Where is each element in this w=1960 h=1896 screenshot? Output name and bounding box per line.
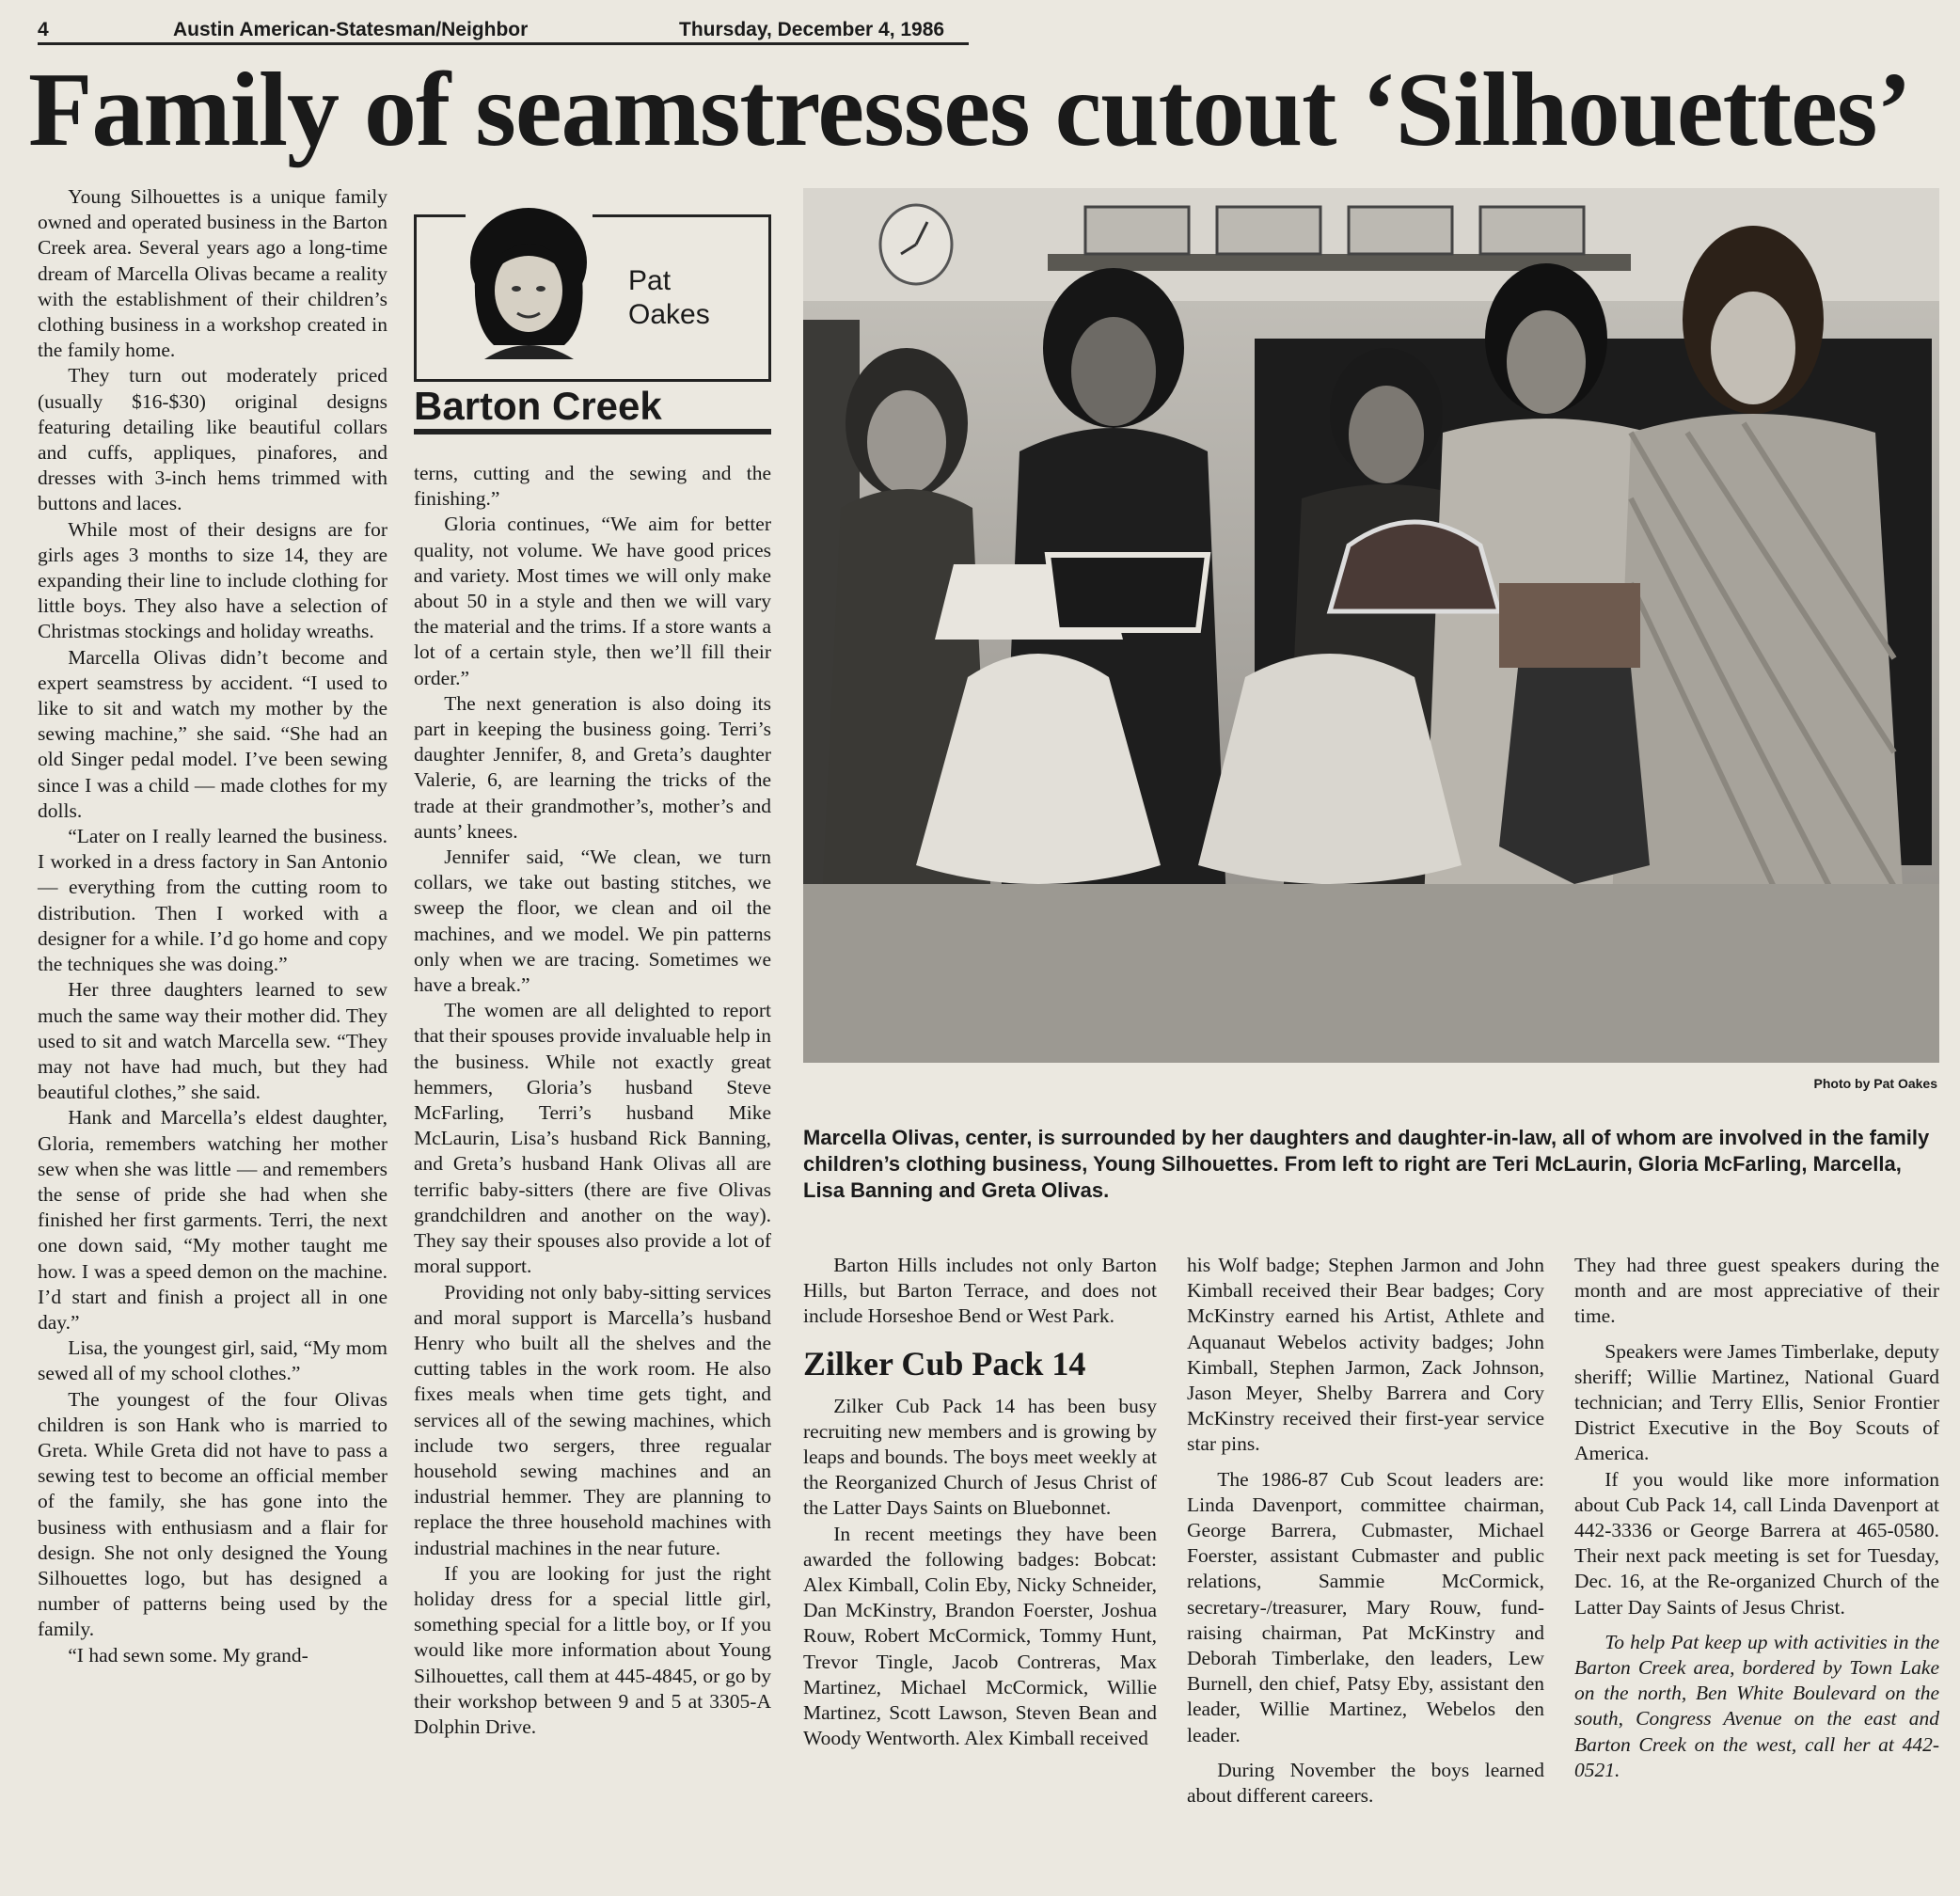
- paragraph: Marcella Olivas didn’t become and expert seamstress by accident. “I used to like to sit and watch my mother by the sewing machine,” she said. “She had an old Singer pedal model. I’ve been sewing since I was a child — made clothes for my dolls.: [38, 645, 387, 822]
- paragraph: terns, cutting and the sewing and the finishing.”: [414, 462, 771, 511]
- paragraph: Lisa, the youngest girl, said, “My mom sewed all of my school clothes.”: [38, 1336, 387, 1385]
- paragraph: The 1986-87 Cub Scout leaders are: Linda Davenport, committee chairman, George Barrera, Cubmaster, Michael Foerster, assistant Cubmaster and public relations, Sammie McCormick, secretary-/treasurer, Mary Rouw, fund-raising chairman, Pat McKinstry and Deborah Timberlake, den leaders, Lew Burnell, den chief, Patsy Eby, assistant den leader, Willie Martinez, Webelos den leader.: [1187, 1467, 1544, 1746]
- article-column-1: [38, 184, 387, 1668]
- masthead: [38, 13, 969, 45]
- paragraph: In recent meetings they have been awarded the following badges: Bobcat: Alex Kimball, Colin Eby, Nicky Schneider, Dan McKinstry, Brandon Foerster, Joshua Rouw, Robert McCormick, Tommy Hunt, Trevor Tingle, Jacob Contreras, Max Martinez, Michael McCormick, Willie Martinez, Scott Lawson, Steven Bean and Woody Wentworth. Alex Kimball received: [803, 1522, 1157, 1750]
- paragraph: Providing not only baby-sitting services and moral support is Marcella’s husband Henry who built all the shelves and the cutting tables in the work room. He also fixes meals when time gets tight, and services all of the sewing machines, which include two sergers, three regualar household sewing machines and an industrial hemmer. They are planning to replace the three household machines with industrial machines in the near future.: [414, 1280, 771, 1559]
- beat-divider: [414, 429, 771, 434]
- author-portrait: [466, 204, 593, 359]
- paragraph: “Later on I really learned the business. I worked in a dress factory in San Antonio — everything from the cutting room to distribution. Then I worked with a designer for a while. I’d go home and copy the techniques she was doing.”: [38, 825, 387, 976]
- paragraph: Young Silhouettes is a unique family owned and operated business in the Barton Creek area. Several years ago a long-time dream of Marcella Olivas became a reality with the establishment of their children’s clothing business in a workshop created in the family home.: [38, 185, 387, 362]
- article-column-4: [1187, 1253, 1544, 1809]
- photo-caption: Marcella Olivas, center, is surrounded by her daughters and daughter-in-law, all of whom are involved in the family children’s clothing business, Young Silhouettes. From left to right are Teri McLaurin, Gloria McFarling, Marcella, Lisa Banning and Greta Olivas.: [803, 1126, 1930, 1202]
- author-name: Pat Oakes: [628, 265, 710, 330]
- article-photo: [803, 188, 1939, 1063]
- paragraph: They had three guest speakers during the month and are most appreciative of their time.: [1574, 1254, 1939, 1328]
- article-column-3: [803, 1253, 1157, 1751]
- article-column-5: [1574, 1253, 1939, 1783]
- paragraph: Zilker Cub Pack 14 has been busy recruiting new members and is growing by leaps and bounds. The boys meet weekly at the Reorganized Church of Jesus Christ of the Latter Days Saints on Bluebonnet.: [803, 1394, 1157, 1520]
- article-column-2: [414, 461, 771, 1740]
- paragraph: Her three daughters learned to sew much the same way their mother did. They used to sit and watch Marcella sew. “They may not have had much, but they had beautiful clothes,” she said.: [38, 978, 387, 1104]
- paragraph: Barton Hills includes not only Barton Hills, but Barton Terrace, and does not include Horseshoe Bend or West Park.: [803, 1254, 1157, 1328]
- paragraph: The next generation is also doing its part in keeping the business going. Terri’s daughter Jennifer, 8, and Greta’s daughter Valerie, 6, are learning the tricks of the trade at their grandmother’s, mother’s and aunts’ knees.: [414, 691, 771, 843]
- issue-date: Thursday, December 4, 1986: [679, 19, 945, 40]
- page-number: 4: [38, 19, 49, 40]
- paragraph: During November the boys learned about different careers.: [1187, 1758, 1544, 1808]
- paragraph: “I had sewn some. My grand-: [68, 1643, 308, 1667]
- headline: Family of seamstresses cutout ‘Silhouettes’: [28, 52, 1911, 168]
- photo-credit: Photo by Pat Oakes: [1813, 1076, 1937, 1091]
- publication-name: Austin American-Statesman/Neighbor: [173, 19, 529, 40]
- paragraph: Speakers were James Timberlake, deputy sheriff; Willie Martinez, National Guard technician; and Terry Ellis, Senior Frontier District Executive in the Boy Scouts of America.: [1574, 1339, 1939, 1465]
- byline-box: [414, 214, 771, 382]
- paragraph: If you would like more information about Cub Pack 14, call Linda Davenport at 442-3336 or George Barrera at 465-0580. Their next pack meeting is set for Tuesday, Dec. 16, at the Re-organized Church of the Latter Day Saints of Jesus Christ.: [1574, 1467, 1939, 1619]
- paragraph: The youngest of the four Olivas children is son Hank who is married to Greta. While Greta did not have to pass a sewing test to become an official member of the family, she has gone into the business with enthusiasm and a flair for design. She not only designed the Young Silhouettes logo, but has designed a number of patterns being used by the family.: [38, 1387, 387, 1641]
- paragraph: Hank and Marcella’s eldest daughter, Gloria, remembers watching her mother sew when she was little — and remembers the sense of pride she had when she finished her first garments. Terri, the next one down said, “My mother taught me how. I was a speed demon on the machine. I’d start and finish a project all in one day.”: [38, 1106, 387, 1334]
- paragraph: his Wolf badge; Stephen Jarmon and John Kimball received their Bear badges; Cory McKinstry earned his Artist, Athlete and Aquanaut Webelos activity badges; John Kimball, Stephen Jarmon, Zack Johnson, Jason Meyer, Shelby Barrera and Cory McKinstry received their first-year service star pins.: [1187, 1254, 1544, 1456]
- closing-note: To help Pat keep up with activities in the Barton Creek area, bordered by Town Lake on the north, Ben White Boulevard on the south, Congress Avenue on the east and Barton Creek on the west, call her at 442-0521.: [1574, 1630, 1939, 1781]
- paragraph: Jennifer said, “We clean, we turn collars, we take out basting stitches, we sweep the floor, we clean and oil the machines, and we model. We pin patterns only when we are tracing. Sometimes we have a break.”: [414, 845, 771, 997]
- paragraph: They turn out moderately priced (usually $16-$30) original designs featuring detailing like beautiful collars and cuffs, appliques, pinafores, and dresses with 3-inch hems trimmed with buttons and laces.: [38, 364, 387, 515]
- column-beat-title: Barton Creek: [414, 384, 662, 428]
- paragraph: If you are looking for just the right holiday dress for a special little girl, something special for a little boy, or If you would like more information about Young Silhouettes, call them at 445-4845, or go by their workshop between 9 and 5 at 3305-A Dolphin Drive.: [414, 1561, 771, 1738]
- paragraph: The women are all delighted to report that their spouses provide invaluable help in the business. While not exactly great hemmers, Gloria’s husband Steve McFarling, Terri’s husband Mike McLaurin, Lisa’s husband Rick Banning, and Greta’s husband Hank Olivas all are terrific baby-sitters (there are five Olivas grandchildren and another on the way). They say their spouses also provide a lot of moral support.: [414, 999, 771, 1278]
- section-subhead: Zilker Cub Pack 14: [803, 1344, 1086, 1382]
- paragraph: Gloria continues, “We aim for better quality, not volume. We have good prices and variety. Most times we will only make about 50 in a style and then we will vary the material and the trims. If a store wants a lot of a certain style, then we’ll fill their order.”: [414, 513, 771, 689]
- paragraph: While most of their designs are for girls ages 3 months to size 14, they are expanding their line to include clothing for little boys. They also have a selection of Christmas stockings and holiday wreaths.: [38, 517, 387, 643]
